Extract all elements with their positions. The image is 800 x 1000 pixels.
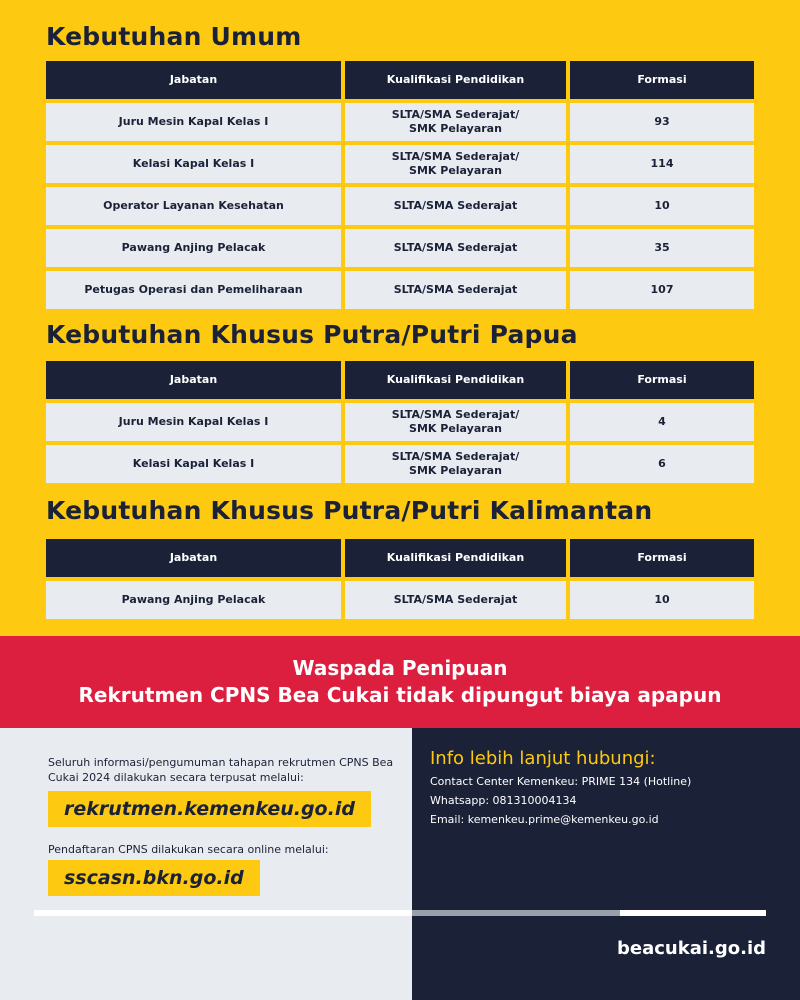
kualifikasi-line: SMK Pelayaran bbox=[409, 122, 502, 135]
contact-line-email: Email: kemenkeu.prime@kemenkeu.go.id bbox=[430, 813, 659, 826]
cell-formasi: 107 bbox=[570, 271, 754, 309]
cell-jabatan: Kelasi Kapal Kelas I bbox=[46, 445, 341, 483]
header-kualifikasi: Kualifikasi Pendidikan bbox=[345, 361, 566, 399]
cell-kualifikasi bbox=[345, 445, 566, 483]
warning-title: Waspada Penipuan bbox=[292, 656, 508, 680]
cell-jabatan: Pawang Anjing Pelacak bbox=[46, 581, 341, 619]
table-row bbox=[46, 145, 754, 183]
cell-kualifikasi: SLTA/SMA Sederajat bbox=[345, 229, 566, 267]
url-sscasn-link[interactable]: sscasn.bkn.go.id bbox=[48, 860, 260, 896]
cell-formasi: 10 bbox=[570, 581, 754, 619]
kualifikasi-line: SMK Pelayaran bbox=[409, 422, 502, 435]
decorative-bar-segment bbox=[412, 910, 620, 916]
header-kualifikasi: Kualifikasi Pendidikan bbox=[345, 539, 566, 577]
kualifikasi-line: SMK Pelayaran bbox=[409, 464, 502, 477]
cell-jabatan: Juru Mesin Kapal Kelas I bbox=[46, 103, 341, 141]
header-formasi: Formasi bbox=[570, 539, 754, 577]
kualifikasi-line: SLTA/SMA Sederajat/ bbox=[391, 150, 520, 163]
warning-banner bbox=[0, 636, 800, 728]
kualifikasi-line: SLTA/SMA Sederajat/ bbox=[391, 408, 520, 421]
table-row bbox=[46, 229, 754, 267]
contact-line-whatsapp: Whatsapp: 081310004134 bbox=[430, 794, 577, 807]
header-jabatan: Jabatan bbox=[46, 539, 341, 577]
kualifikasi-line: SLTA/SMA Sederajat/ bbox=[391, 108, 520, 121]
cell-formasi: 93 bbox=[570, 103, 754, 141]
contact-title: Info lebih lanjut hubungi: bbox=[430, 748, 656, 769]
header-jabatan: Jabatan bbox=[46, 61, 341, 99]
table-umum bbox=[46, 61, 754, 313]
table-header-row bbox=[46, 539, 754, 577]
table-header-row bbox=[46, 61, 754, 99]
cell-formasi: 114 bbox=[570, 145, 754, 183]
table-row bbox=[46, 581, 754, 619]
table-kalimantan bbox=[46, 539, 754, 623]
cell-jabatan: Pawang Anjing Pelacak bbox=[46, 229, 341, 267]
cell-formasi: 35 bbox=[570, 229, 754, 267]
contact-line-hotline: Contact Center Kemenkeu: PRIME 134 (Hotline) bbox=[430, 775, 692, 788]
table-row bbox=[46, 271, 754, 309]
header-formasi: Formasi bbox=[570, 361, 754, 399]
cell-formasi: 10 bbox=[570, 187, 754, 225]
table-papua bbox=[46, 361, 754, 487]
cell-jabatan: Juru Mesin Kapal Kelas I bbox=[46, 403, 341, 441]
cell-kualifikasi bbox=[345, 103, 566, 141]
cell-jabatan: Petugas Operasi dan Pemeliharaan bbox=[46, 271, 341, 309]
info-text-2: Pendaftaran CPNS dilakukan secara online melalui: bbox=[48, 843, 329, 856]
header-jabatan: Jabatan bbox=[46, 361, 341, 399]
cell-formasi: 6 bbox=[570, 445, 754, 483]
cell-kualifikasi bbox=[345, 403, 566, 441]
table-row bbox=[46, 445, 754, 483]
table-row bbox=[46, 187, 754, 225]
cell-kualifikasi: SLTA/SMA Sederajat bbox=[345, 581, 566, 619]
section-title-papua: Kebutuhan Khusus Putra/Putri Papua bbox=[46, 320, 578, 349]
cell-kualifikasi: SLTA/SMA Sederajat bbox=[345, 271, 566, 309]
header-kualifikasi: Kualifikasi Pendidikan bbox=[345, 61, 566, 99]
cell-jabatan: Kelasi Kapal Kelas I bbox=[46, 145, 341, 183]
table-row bbox=[46, 103, 754, 141]
header-formasi: Formasi bbox=[570, 61, 754, 99]
website-label: beacukai.go.id bbox=[617, 938, 766, 959]
section-title-umum: Kebutuhan Umum bbox=[46, 22, 302, 51]
cell-formasi: 4 bbox=[570, 403, 754, 441]
section-title-kalimantan: Kebutuhan Khusus Putra/Putri Kalimantan bbox=[46, 496, 653, 525]
cell-kualifikasi: SLTA/SMA Sederajat bbox=[345, 187, 566, 225]
url-rekrutmen-link[interactable]: rekrutmen.kemenkeu.go.id bbox=[48, 791, 371, 827]
cell-kualifikasi bbox=[345, 145, 566, 183]
decorative-bar bbox=[34, 910, 766, 916]
cell-jabatan: Operator Layanan Kesehatan bbox=[46, 187, 341, 225]
table-header-row bbox=[46, 361, 754, 399]
info-text-1: Seluruh informasi/pengumuman tahapan rekrutmen CPNS Bea Cukai 2024 dilakukan secara terpusat melalui: bbox=[48, 756, 394, 784]
warning-subtitle: Rekrutmen CPNS Bea Cukai tidak dipungut biaya apapun bbox=[78, 683, 722, 707]
table-row bbox=[46, 403, 754, 441]
kualifikasi-line: SLTA/SMA Sederajat/ bbox=[391, 450, 520, 463]
kualifikasi-line: SMK Pelayaran bbox=[409, 164, 502, 177]
